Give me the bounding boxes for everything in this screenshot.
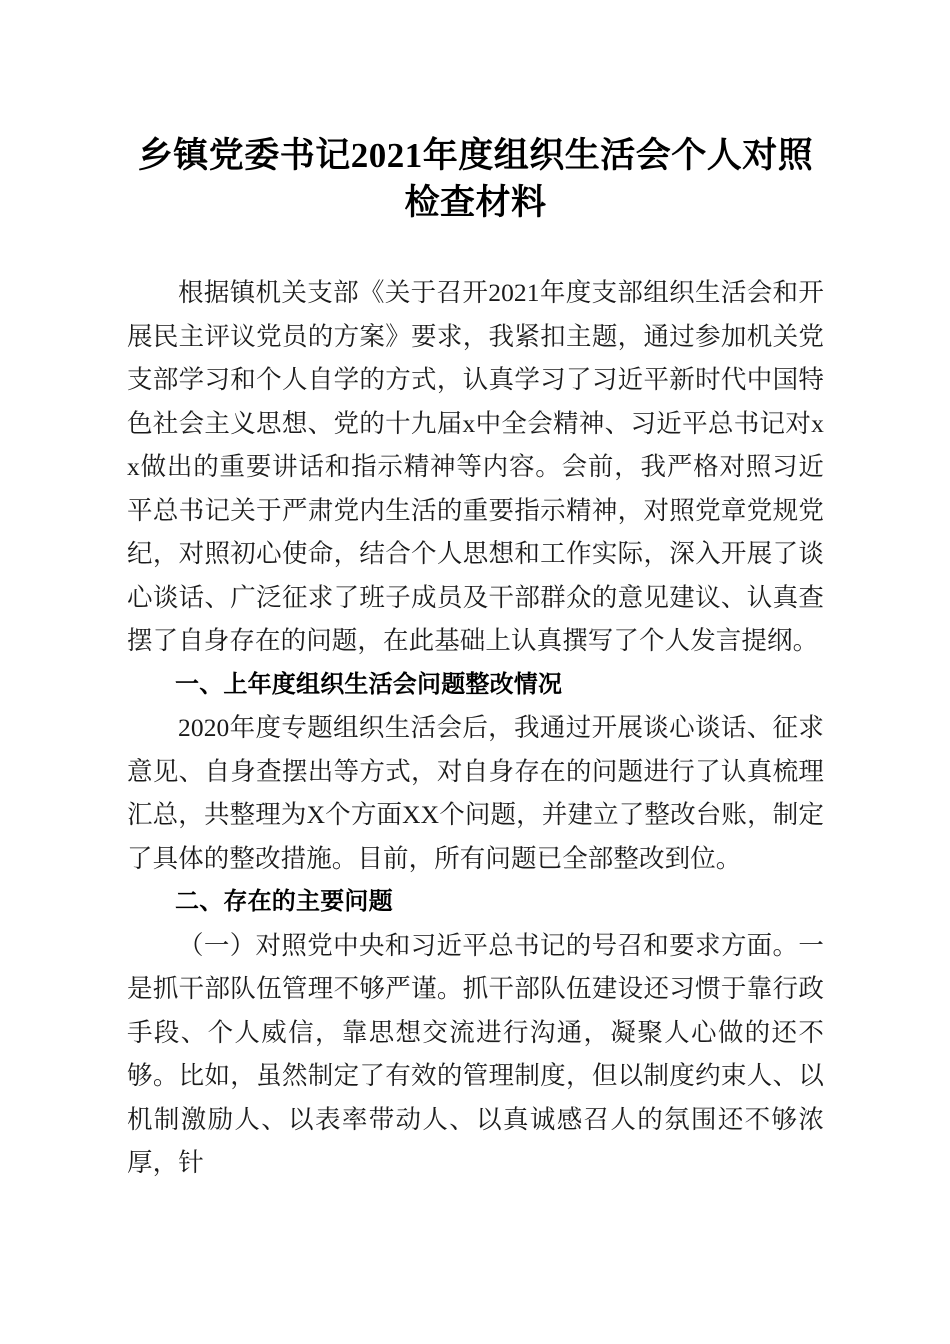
section-one-paragraph: 2020年度专题组织生活会后，我通过开展谈心谈话、征求意见、自身查摆出等方式，对自身存在的问题进行了认真梳理汇总，共整理为X个方面XX个问题，并建立了整改台账，制定了具体的整改措施。目前，所有问题已全部整改到位。 xyxy=(127,713,824,873)
title-spacer xyxy=(127,226,824,271)
intro-paragraph: 根据镇机关支部《关于召开2021年度支部组织生活会和开展民主评议党员的方案》要求，我紧扣主题，通过参加机关党支部学习和个人自学的方式，认真学习了习近平新时代中国特色社会主义思想、党的十九届x中全会精神、习近平总书记对xx做出的重要讲话和指示精神等内容。会前，我严格对照习近平总书记关于严肃党内生活的重要指示精神，对照党章党规党纪，对照初心使命，结合个人思想和工作实际，深入开展了谈心谈话、广泛征求了班子成员及干部群众的意见建议、认真查摆了自身存在的问题，在此基础上认真撰写了个人发言提纲。 xyxy=(127,278,824,655)
document-text-column xyxy=(127,0,824,1185)
heading-section-one: 一、上年度组织生活会问题整改情况 xyxy=(175,670,563,698)
section-two-subsection-one-paragraph: （一）对照党中央和习近平总书记的号召和要求方面。一是抓干部队伍管理不够严谨。抓干部队伍建设还习惯于靠行政手段、个人威信，靠思想交流进行沟通，凝聚人心做的还不够。比如，虽然制定了有效的管理制度，但以制度约束人、以机制激励人、以表率带动人、以真诚感召人的氛围还不够浓厚，针 xyxy=(127,930,824,1177)
page-title: 乡镇党委书记2021年度组织生活会个人对照检查材料 xyxy=(137,136,814,222)
heading-section-two: 二、存在的主要问题 xyxy=(175,888,393,915)
